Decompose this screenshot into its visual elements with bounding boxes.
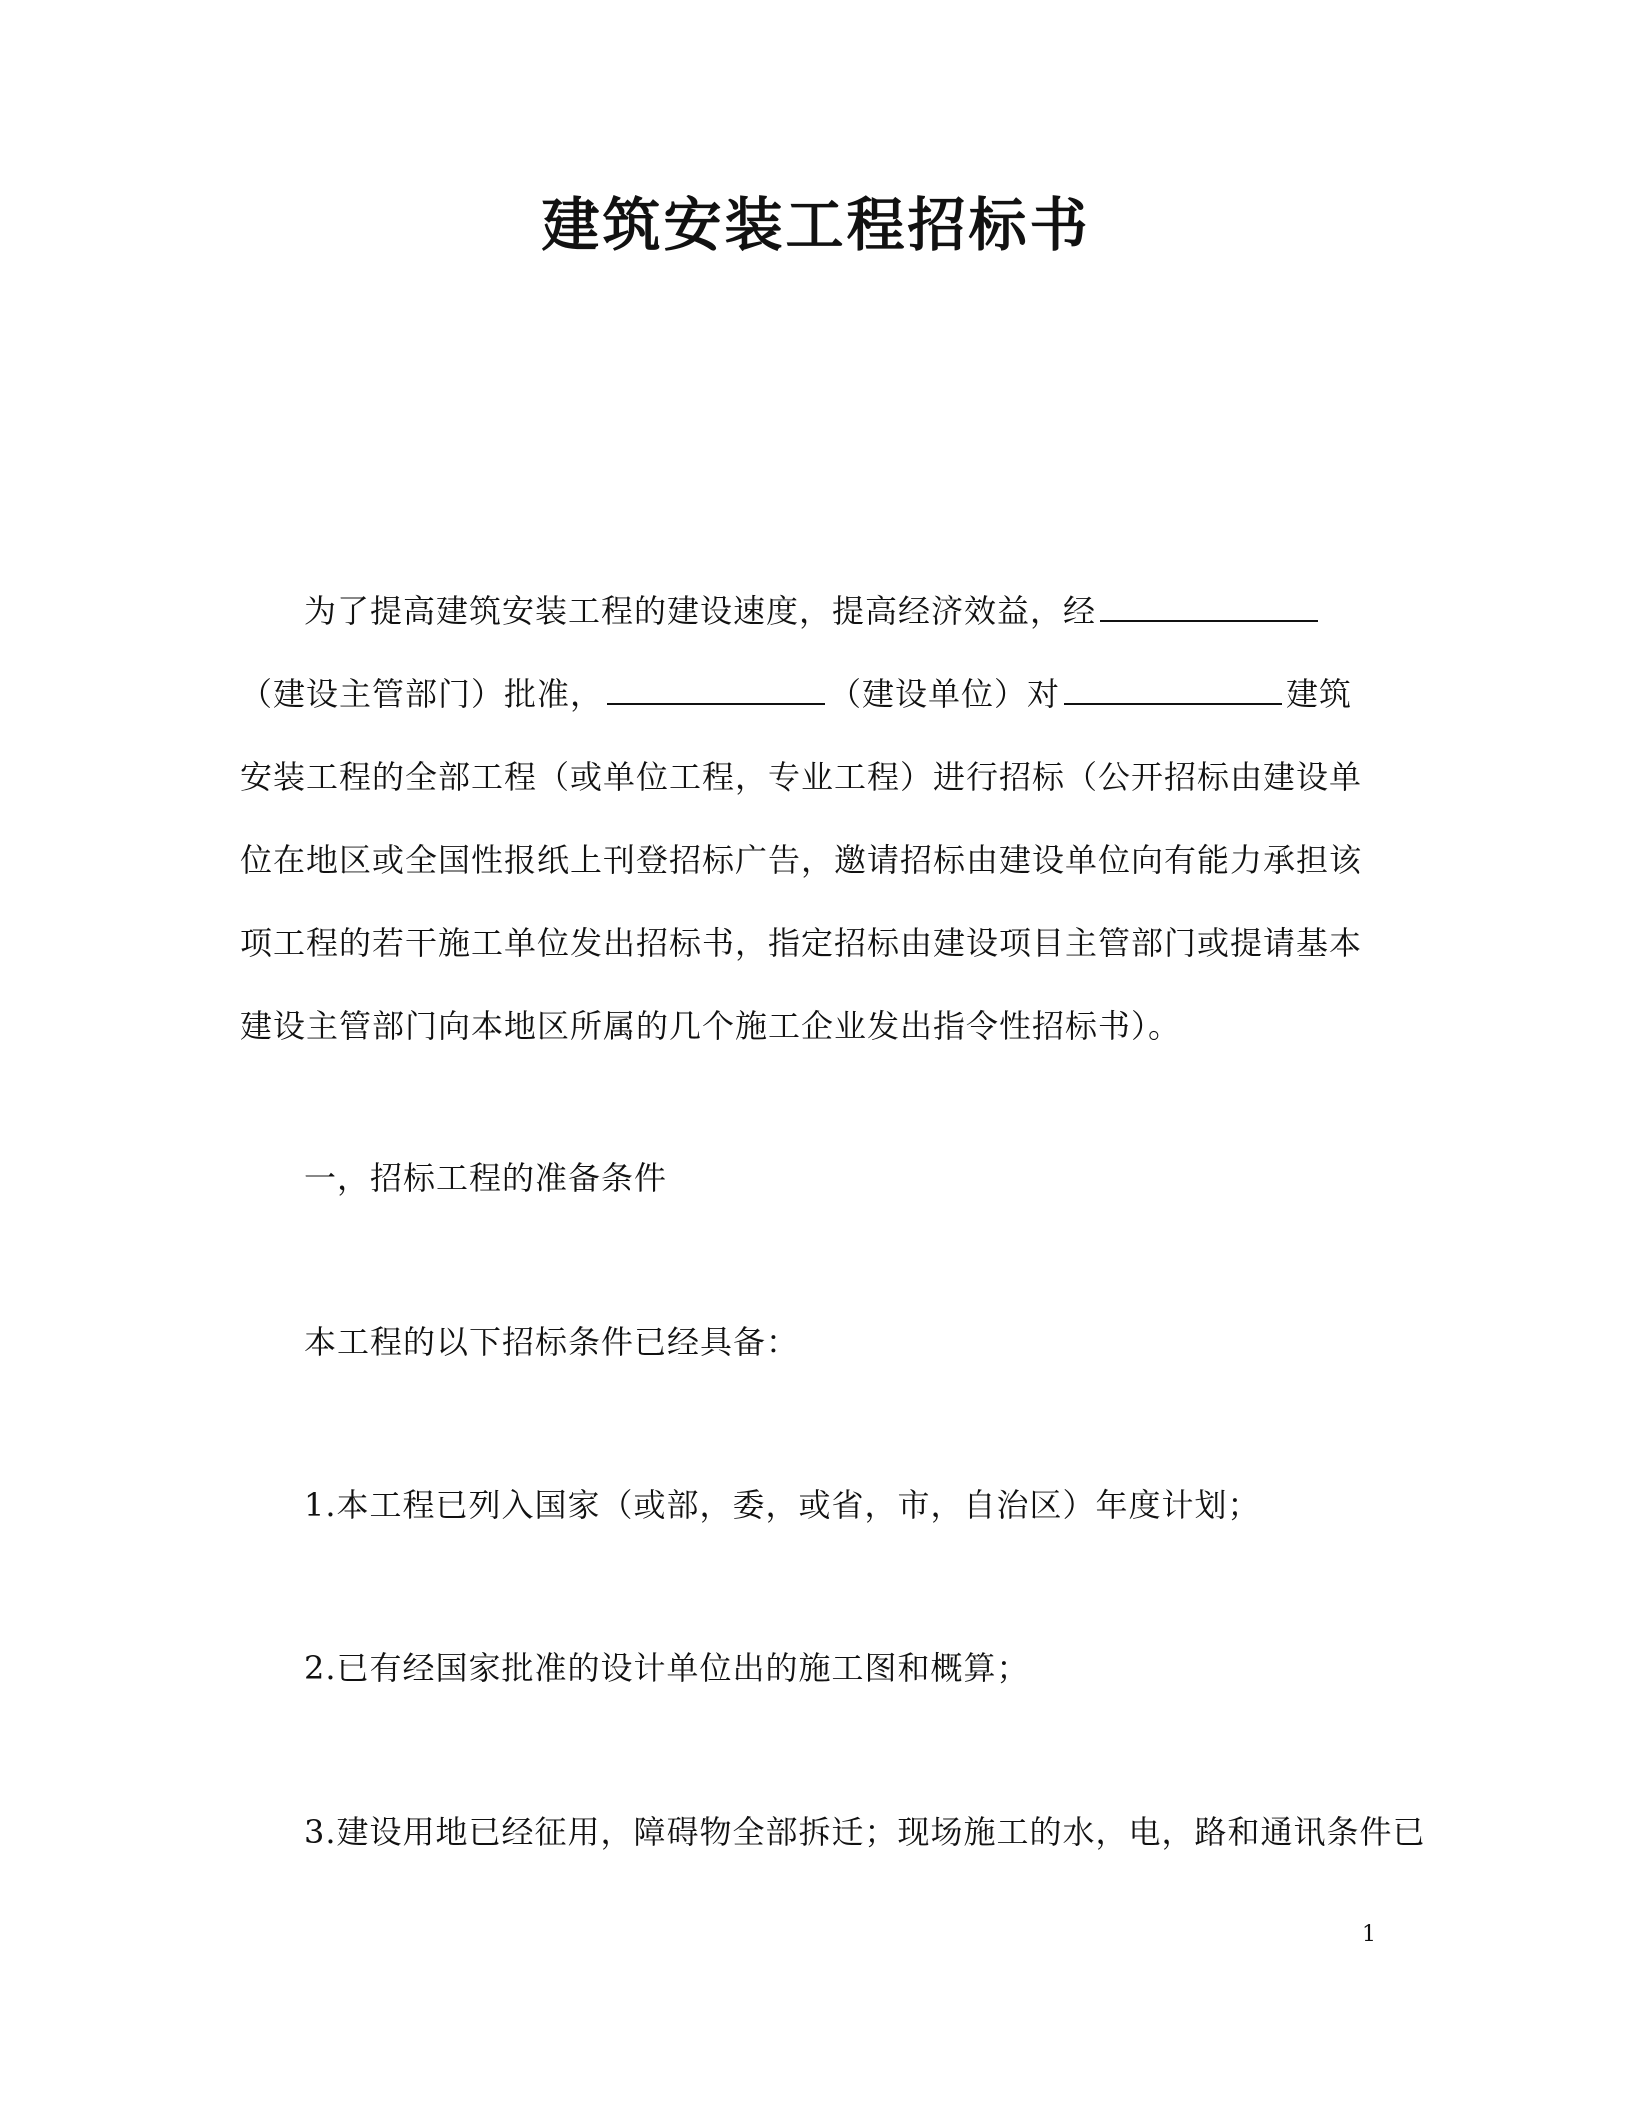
condition-item: 3.建设用地已经征用，障碍物全部拆迁；现场施工的水，电，路和通讯条件已 xyxy=(304,1813,1426,1851)
blank-field-unit xyxy=(607,675,825,705)
blank-field-project xyxy=(1064,675,1282,705)
section-heading: 一，招标工程的准备条件 xyxy=(304,1159,668,1197)
intro-text-part2: （建设主管部门）批准， xyxy=(240,675,604,713)
intro-text-part3: （建设单位）对 xyxy=(829,675,1061,713)
blank-field-authority xyxy=(1100,592,1318,622)
intro-paragraph xyxy=(240,570,1380,1068)
condition-item: 2.已有经国家批准的设计单位出的施工图和概算； xyxy=(304,1649,1030,1687)
document-title: 建筑安装工程招标书 xyxy=(541,191,1091,259)
intro-text-part4: 建筑安装工程的全部工程（或单位工程，专业工程）进行招标（公开招标由建设单位在地区或全国性报纸上刊登招标广告，邀请招标由建设单位向有能力承担该项工程的若干施工单位发出招标书，指定招标由建设项目主管部门或提请基本建设主管部门向本地区所属的几个施工企业发出指令性招标书）。 xyxy=(240,675,1363,1045)
page-number: 1 xyxy=(1362,1922,1376,1947)
condition-item: 1.本工程已列入国家（或部，委，或省，市，自治区）年度计划； xyxy=(304,1486,1261,1524)
conditions-intro: 本工程的以下招标条件已经具备： xyxy=(304,1323,800,1361)
intro-text-part1: 为了提高建筑安装工程的建设速度，提高经济效益，经 xyxy=(304,592,1097,630)
